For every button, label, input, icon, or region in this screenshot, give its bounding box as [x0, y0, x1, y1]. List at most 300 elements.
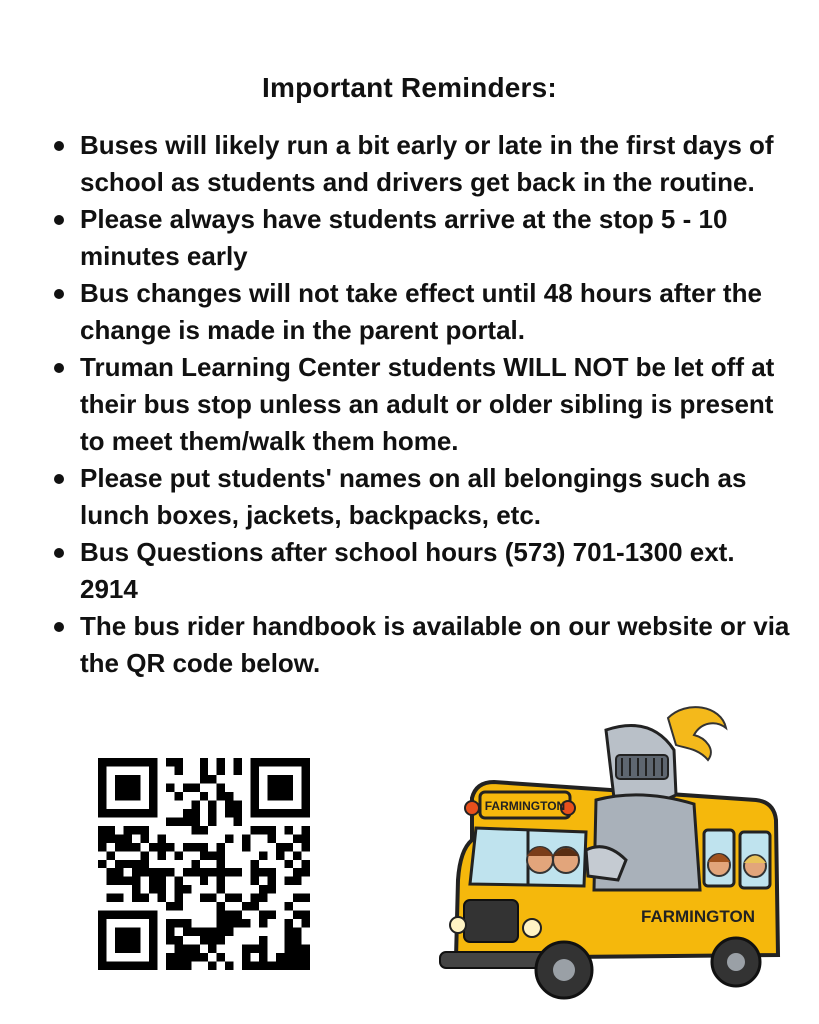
qr-module — [285, 902, 293, 910]
qr-module — [234, 894, 242, 902]
qr-module — [251, 800, 259, 808]
qr-module — [285, 860, 293, 868]
qr-module — [115, 936, 123, 944]
qr-module — [242, 962, 250, 970]
bus-side-label: FARMINGTON — [641, 907, 755, 926]
qr-module — [191, 945, 199, 953]
qr-module — [234, 911, 242, 919]
qr-module — [157, 851, 165, 859]
bullet-icon — [54, 548, 64, 558]
qr-module — [200, 775, 208, 783]
qr-module — [276, 953, 284, 961]
qr-module — [217, 766, 225, 774]
qr-module — [242, 945, 250, 953]
qr-module — [302, 758, 310, 766]
qr-module — [200, 851, 208, 859]
qr-module — [166, 817, 174, 825]
qr-module — [98, 928, 106, 936]
qr-module — [106, 868, 114, 876]
qr-module — [276, 758, 284, 766]
qr-module — [98, 962, 106, 970]
page-title: Important Reminders: — [262, 71, 557, 103]
qr-module — [285, 843, 293, 851]
qr-module — [174, 885, 182, 893]
qr-module — [132, 809, 140, 817]
qr-module — [98, 783, 106, 791]
qr-module — [302, 860, 310, 868]
qr-module — [149, 936, 157, 944]
qr-module — [225, 800, 233, 808]
qr-module — [251, 775, 259, 783]
qr-module — [115, 834, 123, 842]
qr-module — [123, 860, 131, 868]
qr-module — [268, 783, 276, 791]
qr-module — [106, 851, 114, 859]
qr-module — [98, 953, 106, 961]
qr-module — [285, 792, 293, 800]
qr-module — [208, 851, 216, 859]
qr-module — [123, 792, 131, 800]
qr-module — [268, 775, 276, 783]
qr-module — [208, 928, 216, 936]
qr-module — [149, 843, 157, 851]
qr-module — [183, 868, 191, 876]
qr-module — [106, 877, 114, 885]
qr-module — [98, 834, 106, 842]
qr-module — [208, 775, 216, 783]
qr-module — [276, 775, 284, 783]
qr-module — [183, 919, 191, 927]
qr-module — [157, 868, 165, 876]
qr-module — [132, 826, 140, 834]
qr-module — [183, 817, 191, 825]
qr-module — [106, 758, 114, 766]
qr-module — [166, 868, 174, 876]
qr-module — [217, 758, 225, 766]
reminder-text: Buses will likely run a bit early or late in the first days of school as students and drivers get back in the routine. — [80, 130, 774, 197]
qr-module — [225, 911, 233, 919]
qr-module — [276, 843, 284, 851]
qr-module — [259, 962, 267, 970]
qr-module — [191, 860, 199, 868]
qr-module — [200, 758, 208, 766]
list-item — [50, 275, 790, 349]
list-item — [50, 127, 790, 201]
qr-module — [293, 953, 301, 961]
qr-module — [259, 936, 267, 944]
qr-module — [149, 928, 157, 936]
qr-module — [98, 766, 106, 774]
qr-module — [166, 783, 174, 791]
qr-module — [132, 962, 140, 970]
plume — [668, 707, 726, 760]
qr-module — [115, 962, 123, 970]
qr-module — [191, 800, 199, 808]
qr-module — [191, 809, 199, 817]
qr-module — [174, 919, 182, 927]
qr-module — [208, 817, 216, 825]
qr-module — [251, 962, 259, 970]
qr-module — [208, 945, 216, 953]
qr-module — [200, 936, 208, 944]
qr-module — [157, 885, 165, 893]
qr-module — [132, 885, 140, 893]
qr-module — [98, 826, 106, 834]
qr-module — [132, 936, 140, 944]
qr-module — [174, 817, 182, 825]
qr-module — [123, 843, 131, 851]
qr-module — [157, 894, 165, 902]
qr-module — [98, 800, 106, 808]
qr-module — [302, 800, 310, 808]
qr-module — [251, 792, 259, 800]
qr-module — [149, 792, 157, 800]
qr-module — [174, 936, 182, 944]
qr-module — [242, 902, 250, 910]
qr-module — [251, 766, 259, 774]
qr-module — [225, 919, 233, 927]
qr-module — [115, 775, 123, 783]
qr-module — [200, 792, 208, 800]
qr-module — [106, 962, 114, 970]
qr-module — [166, 928, 174, 936]
qr-module — [208, 868, 216, 876]
qr-module — [115, 783, 123, 791]
qr-module — [293, 962, 301, 970]
qr-module — [276, 809, 284, 817]
qr-module — [149, 809, 157, 817]
qr-module — [149, 962, 157, 970]
qr-module — [208, 962, 216, 970]
qr-module — [106, 911, 114, 919]
qr-module — [98, 792, 106, 800]
qr-module — [174, 894, 182, 902]
bullet-icon — [54, 363, 64, 373]
qr-module — [251, 783, 259, 791]
qr-module — [285, 945, 293, 953]
qr-module — [285, 826, 293, 834]
qr-module — [106, 826, 114, 834]
qr-module — [200, 766, 208, 774]
qr-module — [259, 945, 267, 953]
qr-module — [217, 868, 225, 876]
qr-module — [242, 919, 250, 927]
qr-module — [302, 953, 310, 961]
qr-module — [302, 783, 310, 791]
qr-module — [200, 868, 208, 876]
qr-module — [115, 809, 123, 817]
qr-module — [191, 868, 199, 876]
qr-module — [174, 962, 182, 970]
bus-sign-label: FARMINGTON — [484, 799, 566, 813]
qr-module — [149, 758, 157, 766]
qr-module — [106, 894, 114, 902]
qr-module — [191, 843, 199, 851]
qr-module — [302, 834, 310, 842]
qr-module — [123, 826, 131, 834]
qr-module — [293, 851, 301, 859]
qr-module — [123, 758, 131, 766]
qr-module — [225, 962, 233, 970]
qr-module — [174, 902, 182, 910]
qr-module — [191, 826, 199, 834]
qr-module — [106, 809, 114, 817]
qr-module — [132, 945, 140, 953]
qr-module — [225, 792, 233, 800]
qr-module — [191, 953, 199, 961]
qr-module — [217, 860, 225, 868]
qr-module — [251, 826, 259, 834]
bus-knight-illustration — [436, 700, 784, 1005]
qr-module — [242, 953, 250, 961]
bullet-icon — [54, 622, 64, 632]
qr-module — [140, 868, 148, 876]
bullet-icon — [54, 141, 64, 151]
qr-module — [251, 902, 259, 910]
qr-module — [98, 860, 106, 868]
qr-module — [132, 775, 140, 783]
qr-module — [217, 936, 225, 944]
qr-module — [191, 817, 199, 825]
qr-module — [217, 851, 225, 859]
qr-module — [276, 851, 284, 859]
qr-module — [98, 843, 106, 851]
qr-module — [98, 809, 106, 817]
qr-module — [217, 911, 225, 919]
qr-module — [234, 800, 242, 808]
qr-module — [234, 868, 242, 876]
qr-module — [217, 919, 225, 927]
qr-module — [217, 902, 225, 910]
qr-module — [225, 928, 233, 936]
qr-module — [166, 902, 174, 910]
qr-module — [293, 877, 301, 885]
qr-module — [140, 809, 148, 817]
qr-module — [132, 868, 140, 876]
qr-module — [293, 936, 301, 944]
qr-module — [208, 936, 216, 944]
qr-module — [251, 894, 259, 902]
qr-module — [140, 851, 148, 859]
qr-module — [293, 758, 301, 766]
qr-module — [234, 809, 242, 817]
qr-module — [149, 877, 157, 885]
qr-module — [132, 783, 140, 791]
qr-module — [140, 834, 148, 842]
qr-module — [285, 809, 293, 817]
reminders-list — [50, 127, 790, 682]
qr-module — [140, 758, 148, 766]
qr-module — [123, 809, 131, 817]
qr-module — [123, 775, 131, 783]
list-item — [50, 460, 790, 534]
qr-module — [293, 945, 301, 953]
qr-module — [123, 877, 131, 885]
qr-module — [140, 911, 148, 919]
list-item — [50, 608, 790, 682]
qr-module — [149, 783, 157, 791]
qr-code[interactable] — [98, 758, 310, 970]
qr-module — [259, 911, 267, 919]
qr-module — [293, 894, 301, 902]
qr-module — [183, 945, 191, 953]
qr-module — [157, 834, 165, 842]
qr-module — [123, 783, 131, 791]
qr-module — [259, 953, 267, 961]
qr-module — [225, 894, 233, 902]
qr-module — [293, 868, 301, 876]
qr-module — [217, 783, 225, 791]
qr-module — [149, 868, 157, 876]
qr-module — [123, 945, 131, 953]
qr-module — [174, 792, 182, 800]
qr-module — [183, 953, 191, 961]
qr-module — [166, 919, 174, 927]
qr-module — [259, 826, 267, 834]
qr-module — [115, 792, 123, 800]
qr-module — [115, 868, 123, 876]
qr-module — [149, 945, 157, 953]
qr-module — [285, 775, 293, 783]
qr-module — [115, 877, 123, 885]
qr-module — [208, 894, 216, 902]
qr-module — [174, 758, 182, 766]
qr-module — [132, 843, 140, 851]
qr-module — [285, 962, 293, 970]
bullet-icon — [54, 215, 64, 225]
qr-module — [302, 766, 310, 774]
qr-module — [183, 962, 191, 970]
qr-module — [123, 911, 131, 919]
reminder-text: Truman Learning Center students WILL NOT be let off at their bus stop unless an adult or older sibling is present to meet them/walk them home. — [80, 352, 775, 456]
qr-module — [293, 928, 301, 936]
qr-module — [268, 911, 276, 919]
qr-module — [140, 826, 148, 834]
qr-module — [268, 877, 276, 885]
qr-module — [259, 868, 267, 876]
qr-module — [183, 783, 191, 791]
qr-module — [149, 953, 157, 961]
qr-module — [132, 758, 140, 766]
qr-module — [183, 809, 191, 817]
qr-module — [149, 775, 157, 783]
qr-module — [115, 894, 123, 902]
qr-module — [268, 868, 276, 876]
qr-module — [251, 809, 259, 817]
qr-module — [166, 758, 174, 766]
qr-module — [132, 928, 140, 936]
qr-module — [123, 962, 131, 970]
qr-module — [217, 928, 225, 936]
qr-module — [149, 800, 157, 808]
qr-module — [268, 885, 276, 893]
qr-module — [302, 919, 310, 927]
qr-module — [191, 783, 199, 791]
qr-module — [183, 843, 191, 851]
qr-module — [302, 809, 310, 817]
qr-module — [98, 945, 106, 953]
bullet-icon — [54, 289, 64, 299]
qr-module — [174, 953, 182, 961]
qr-module — [268, 758, 276, 766]
qr-module — [157, 843, 165, 851]
qr-module — [302, 843, 310, 851]
qr-module — [183, 928, 191, 936]
qr-module — [302, 945, 310, 953]
qr-module — [166, 953, 174, 961]
qr-module — [302, 775, 310, 783]
qr-module — [115, 945, 123, 953]
qr-module — [234, 817, 242, 825]
qr-module — [132, 911, 140, 919]
qr-module — [166, 936, 174, 944]
reminder-text: Please put students' names on all belongings such as lunch boxes, jackets, backpacks, etc. — [80, 463, 747, 530]
qr-module — [98, 775, 106, 783]
qr-module — [115, 928, 123, 936]
knight — [586, 726, 700, 891]
qr-module — [132, 877, 140, 885]
qr-module — [285, 758, 293, 766]
qr-module — [115, 843, 123, 851]
qr-module — [259, 885, 267, 893]
qr-module — [166, 962, 174, 970]
qr-module — [174, 851, 182, 859]
qr-module — [115, 860, 123, 868]
qr-module — [132, 792, 140, 800]
reminder-text: Bus changes will not take effect until 48 hours after the change is made in the parent portal. — [80, 278, 762, 345]
qr-module — [191, 928, 199, 936]
qr-module — [302, 962, 310, 970]
qr-module — [234, 919, 242, 927]
qr-module — [123, 936, 131, 944]
qr-module — [140, 962, 148, 970]
qr-module — [259, 919, 267, 927]
qr-module — [200, 877, 208, 885]
qr-module — [293, 809, 301, 817]
qr-module — [200, 826, 208, 834]
list-item — [50, 201, 790, 275]
qr-module — [225, 834, 233, 842]
qr-module — [217, 843, 225, 851]
qr-module — [200, 928, 208, 936]
qr-module — [208, 800, 216, 808]
qr-module — [140, 894, 148, 902]
list-item — [50, 534, 790, 608]
bullet-icon — [54, 474, 64, 484]
qr-module — [149, 766, 157, 774]
qr-module — [285, 919, 293, 927]
qr-module — [200, 843, 208, 851]
qr-module — [285, 928, 293, 936]
qr-module — [251, 868, 259, 876]
qr-module — [251, 758, 259, 766]
qr-module — [268, 809, 276, 817]
qr-module — [225, 868, 233, 876]
qr-module — [285, 783, 293, 791]
qr-module — [302, 868, 310, 876]
qr-module — [259, 758, 267, 766]
qr-module — [276, 783, 284, 791]
qr-module — [157, 877, 165, 885]
qr-module — [276, 962, 284, 970]
qr-module — [149, 919, 157, 927]
reminder-text: The bus rider handbook is available on our website or via the QR code below. — [80, 611, 790, 678]
qr-module — [200, 953, 208, 961]
qr-module — [259, 894, 267, 902]
qr-module — [259, 809, 267, 817]
reminder-text: Bus Questions after school hours (573) 701-1300 ext. 2914 — [80, 537, 735, 604]
qr-module — [285, 953, 293, 961]
